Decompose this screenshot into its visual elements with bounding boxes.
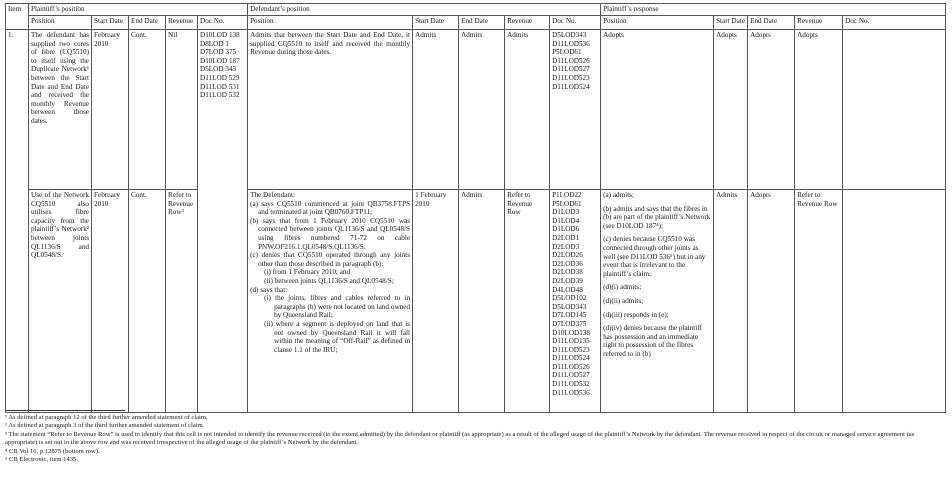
defendant-start-date-cell: 1 February 2010 bbox=[413, 190, 459, 413]
plaintiff-revenue-cell: Refer to Revenue Row³ bbox=[166, 190, 198, 413]
defendant-start-date-cell: Admits bbox=[413, 30, 459, 190]
schedule-table bbox=[5, 3, 946, 413]
defence-para-c bbox=[250, 251, 410, 285]
doc-ref: P1LOD22 bbox=[552, 191, 582, 199]
footnote-2: ² As defined at paragraph 3 of the third further amended statement of claim. bbox=[5, 422, 205, 430]
defence-para-d-ii: (ii) where a segment is deployed on land that is not owned by Queensland Rail it will fall within the meaning of “Off-Rail” as defined in clause 1.1 of the IRU; bbox=[264, 319, 411, 354]
doc-ref: D11LOD524 bbox=[552, 354, 590, 363]
header-defendant-position: Defendant’s position bbox=[248, 4, 601, 16]
doc-ref: D11LOD532 bbox=[552, 380, 590, 389]
doc-ref: D2LOD39 bbox=[552, 276, 583, 285]
col-header-end-date: End Date bbox=[459, 16, 505, 30]
footnotes bbox=[5, 410, 945, 464]
col-header-doc-no: Doc No. bbox=[198, 16, 248, 30]
plaintiff-start-date-cell: February 2010 bbox=[92, 190, 129, 413]
doc-ref: D11LOD 532 bbox=[200, 91, 240, 100]
doc-ref: D5LOD 343 bbox=[200, 65, 237, 74]
doc-ref: D5LOD343 bbox=[552, 302, 587, 311]
doc-ref: P5LOD61 bbox=[552, 48, 582, 57]
response-para-d-iv: (d)(iv) denies because the plaintiff has possession and an immediate right to possession of the fibres referred to in (b) bbox=[603, 324, 702, 358]
col-header-end-date: End Date bbox=[129, 16, 166, 30]
item-number: 1. bbox=[6, 30, 29, 413]
doc-ref: D11LOD 529 bbox=[200, 73, 240, 82]
doc-ref: D10LOD 187 bbox=[200, 56, 240, 65]
doc-ref: D1LOD4 bbox=[552, 216, 580, 225]
doc-ref: D11LOD536 bbox=[552, 39, 590, 48]
doc-ref: D10LOD138 bbox=[552, 328, 590, 337]
doc-ref: D2LOD3 bbox=[552, 242, 580, 251]
col-header-doc-no: Doc No. bbox=[843, 16, 946, 30]
doc-ref: D7LOD375 bbox=[552, 319, 587, 328]
plaintiff-end-date-cell: Cont. bbox=[129, 190, 166, 413]
doc-ref: D11LOD523 bbox=[552, 345, 590, 354]
doc-ref: D2LOD1 bbox=[552, 233, 580, 242]
doc-ref: D11LOD 531 bbox=[200, 82, 240, 91]
defence-para-d-i: (i) the joints, fibres and cables referred to in paragraphs (b) were not located on land owned by Queensland Rail; bbox=[264, 294, 411, 320]
col-header-position: Position bbox=[248, 16, 413, 30]
response-docs-cell bbox=[843, 190, 946, 413]
col-header-revenue: Revenue bbox=[795, 16, 843, 30]
footnote-5: ⁵ CB Electronic, item 1435. bbox=[5, 456, 78, 464]
col-header-doc-no: Doc No. bbox=[550, 16, 601, 30]
plaintiff-end-date-cell: Cont. bbox=[129, 30, 166, 190]
header-item: Item bbox=[6, 4, 29, 30]
footnote-separator bbox=[5, 410, 125, 411]
doc-ref: D11LOD135 bbox=[552, 337, 590, 346]
defendant-revenue-cell: Refer to Revenue Row bbox=[505, 190, 550, 413]
defence-sublist-c bbox=[258, 268, 410, 285]
defendant-end-date-cell: Admits bbox=[459, 30, 505, 190]
doc-ref: D7LOD 375 bbox=[200, 48, 237, 57]
defence-intro: The Defendant: bbox=[250, 191, 295, 199]
defence-para-d bbox=[250, 286, 410, 355]
defendant-position-cell bbox=[248, 190, 413, 413]
response-docs-cell bbox=[843, 30, 946, 190]
plaintiff-position-cell: Use of the Network CQ5510 also utilises fibre capacity from the plaintiff’s Network² between joints QL1136/S and QL0548/S. bbox=[29, 190, 92, 413]
defence-para-a: (a) says CQ5510 commenced at joint QB3758.FTPS and terminated at joint QB0760.FTP11; bbox=[250, 199, 411, 217]
defence-para-c-ii: (ii) between joints QL1136/S and QL0548/S; bbox=[264, 276, 394, 285]
response-revenue-cell: Refer to Revenue Row bbox=[795, 190, 843, 413]
response-position-cell bbox=[601, 190, 714, 413]
defendant-end-date-cell: Admits bbox=[459, 190, 505, 413]
response-end-date-cell: Adopts bbox=[748, 30, 795, 190]
doc-ref: D11LOD527 bbox=[552, 65, 590, 74]
response-para-d-i: (d)(i) admits; bbox=[603, 283, 642, 292]
doc-ref: D8LOD 1 bbox=[200, 39, 229, 48]
doc-ref: D11LOD523 bbox=[552, 73, 590, 82]
doc-ref: D11LOD526 bbox=[552, 56, 590, 65]
plaintiff-docs-cell bbox=[198, 30, 248, 413]
header-plaintiff-position: Plaintiff’s position bbox=[29, 4, 248, 16]
doc-ref: D10LOD 138 bbox=[200, 31, 240, 39]
doc-ref: D2LOD38 bbox=[552, 268, 583, 277]
col-header-revenue: Revenue bbox=[166, 16, 198, 30]
footnote-3: ³ The statement “Refer to Revenue Row” is used to identify that this cell is not intended to identify the revenue received (to the extent admitted) by the defendant or plaintiff (as appropriate) as a result of the alleged usage of the plaintiff’s Network by the defendant. The revenue received in respect of the circuit or managed service agreement (as appropriate) is set out in the above row and was received irrespective of the alleged usage of the plaintiff’s Network by the defendant. bbox=[5, 430, 915, 447]
doc-ref: D5LOD102 bbox=[552, 294, 587, 303]
doc-ref: D5LOD343 bbox=[552, 31, 587, 39]
col-header-start-date: Start Date bbox=[92, 16, 129, 30]
group-header-row bbox=[6, 4, 946, 16]
defence-para-c-text: (c) denies that CQ5510 operated through any joints other than those described in paragraph (b): bbox=[250, 251, 411, 268]
plaintiff-revenue-cell: Nil bbox=[166, 30, 198, 190]
defendant-position-cell: Admits that between the Start Date and End Date, it supplied CQ5510 to itself and received the monthly Revenue during those dates. bbox=[248, 30, 413, 190]
defence-para-c-i: (i) from 1 February 2010; and bbox=[264, 268, 351, 277]
response-para-d-ii: (d)(ii) admits; bbox=[603, 296, 644, 305]
defendant-docs-cell bbox=[550, 190, 601, 413]
col-header-start-date: Start Date bbox=[413, 16, 459, 30]
col-header-position: Position bbox=[601, 16, 714, 30]
doc-ref: D11LOD527 bbox=[552, 371, 590, 380]
col-header-start-date: Start Date bbox=[714, 16, 748, 30]
response-para-b: (b) admits and says that the fibres in (b) are part of the plaintiff’s Network (see D10LOD 187⁴); bbox=[603, 204, 711, 230]
defendant-revenue-cell: Admits bbox=[505, 30, 550, 190]
response-end-date-cell: Adopts bbox=[748, 190, 795, 413]
response-start-date-cell: Admits bbox=[714, 190, 748, 413]
response-start-date-cell: Adopts bbox=[714, 30, 748, 190]
response-para-a: (a) admits; bbox=[603, 191, 634, 199]
doc-ref: P5LOD61 bbox=[552, 199, 582, 208]
doc-ref: D2LOD36 bbox=[552, 259, 583, 268]
doc-ref: D7LOD145 bbox=[552, 311, 587, 320]
schedule-table-container bbox=[5, 3, 945, 413]
plaintiff-position-cell: The defendant has supplied two cores of fibre (CQ5510) to itself using the Duplicate Network¹ between the Start Date and End Date and received the monthly Revenue between those dates. bbox=[29, 30, 92, 190]
doc-ref: D11LOD526 bbox=[552, 362, 590, 371]
footnote-1: ¹ As defined at paragraph 12 of the third further amended statement of claim. bbox=[5, 414, 208, 421]
table-row bbox=[6, 30, 946, 190]
defence-sublist-d bbox=[258, 294, 410, 354]
doc-ref: D11LOD524 bbox=[552, 82, 590, 91]
doc-ref: D11LOD536 bbox=[552, 388, 590, 397]
col-header-revenue: Revenue bbox=[505, 16, 550, 30]
response-revenue-cell: Adopts bbox=[795, 30, 843, 190]
defence-list bbox=[250, 200, 410, 355]
table-row bbox=[6, 190, 946, 413]
doc-ref: D1LOD6 bbox=[552, 225, 580, 234]
col-header-end-date: End Date bbox=[748, 16, 795, 30]
doc-ref: D1LOD3 bbox=[552, 208, 580, 217]
footnote-4: ⁴ CB Vol 16, p.12875 (bottom row). bbox=[5, 447, 100, 455]
defence-para-b: (b) says that from 1 February 2010 CQ5510 was connected between joints QL1136/S and QL0548/S using fibres numbered 71-72 on cable PNW.OF216.1.QL0548/S.QL1136/S. bbox=[250, 216, 411, 251]
doc-ref: D4LOD48 bbox=[552, 285, 583, 294]
header-plaintiff-response: Plaintiff’s response bbox=[601, 4, 946, 16]
column-header-row bbox=[6, 16, 946, 30]
col-header-position: Position bbox=[29, 16, 92, 30]
response-para-c: (c) denies because CQ5510 was connected through other joints as well (see D11LOD 536⁵) but in any event that is irrelevant to the plaintiff’s claim; bbox=[603, 235, 706, 278]
response-position-cell: Adopts bbox=[601, 30, 714, 190]
plaintiff-start-date-cell: February 2010 bbox=[92, 30, 129, 190]
response-para-d-iii: (d)(iii) responds in (e); bbox=[603, 310, 669, 319]
doc-ref: D2LOD26 bbox=[552, 251, 583, 260]
defence-para-d-text: (d) says that: bbox=[250, 285, 288, 294]
defendant-docs-cell bbox=[550, 30, 601, 190]
